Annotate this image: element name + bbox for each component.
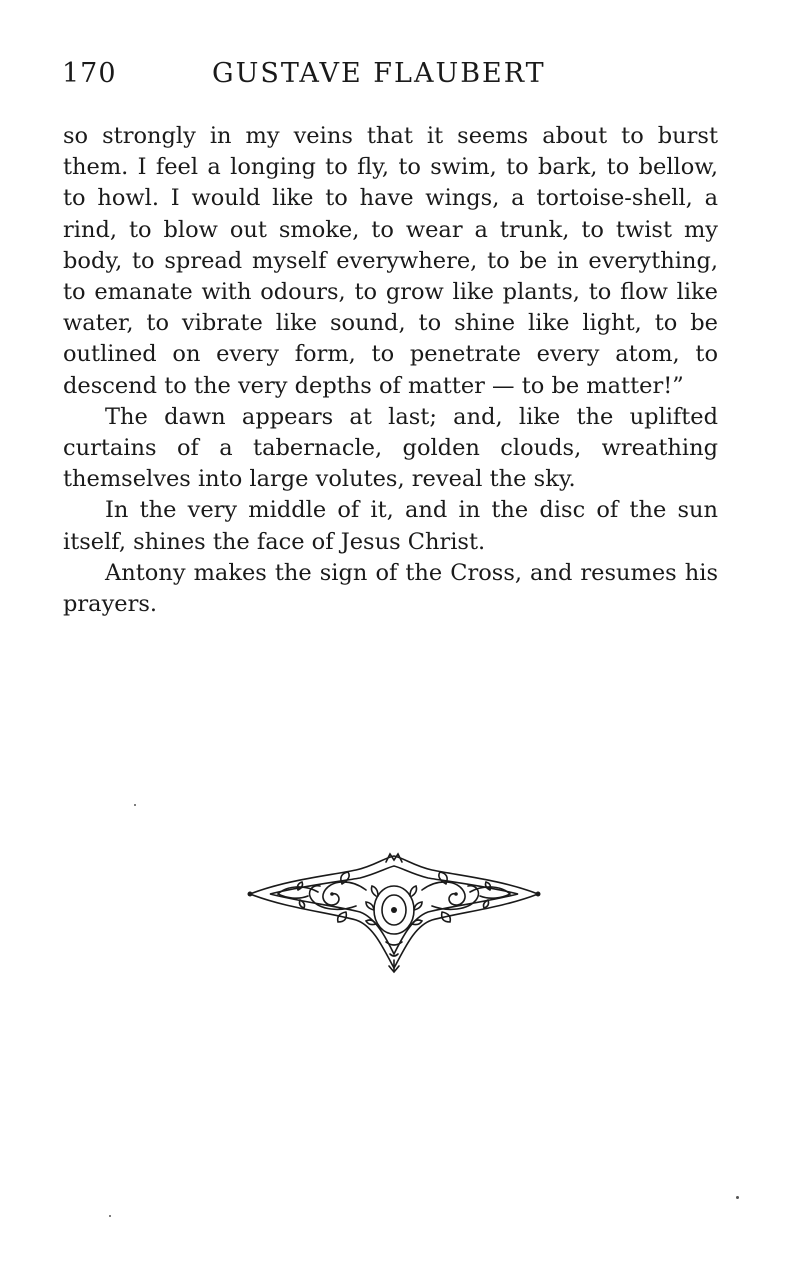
body-text <box>63 121 718 620</box>
print-speck <box>736 1196 739 1199</box>
tailpiece-ornament-icon <box>246 850 542 978</box>
running-title: GUSTAVE FLAUBERT <box>212 58 546 89</box>
paragraph-dawn: The dawn appears at last; and, like the uplifted curtains of a tabernacle, golden clouds, wreathing themselves into large volutes, reveal the sky. <box>63 403 718 493</box>
page-number: 170 <box>62 58 117 89</box>
print-speck <box>134 804 136 806</box>
page-header <box>62 58 722 94</box>
print-speck <box>109 1215 111 1217</box>
paragraph-antony: Antony makes the sign of the Cross, and resumes his prayers. <box>63 559 718 618</box>
paragraph-sun: In the very middle of it, and in the disc of the sun itself, shines the face of Jesus Christ. <box>63 497 718 555</box>
paragraph-continued: so strongly in my veins that it seems about to burst them. I feel a longing to fly, to swim, to bark, to bellow, to howl. I would like to have wings, a tortoise-shell, a rind, to blow out smoke, to wear a trunk, to twist my body, to spread myself everywhere, to be in everything, to emanate with odours, to grow like plants, to flow like water, to vibrate like sound, to shine like light, to be outlined on every form, to penetrate every atom, to descend to the very depths of matter — to be matter!” <box>63 123 718 399</box>
